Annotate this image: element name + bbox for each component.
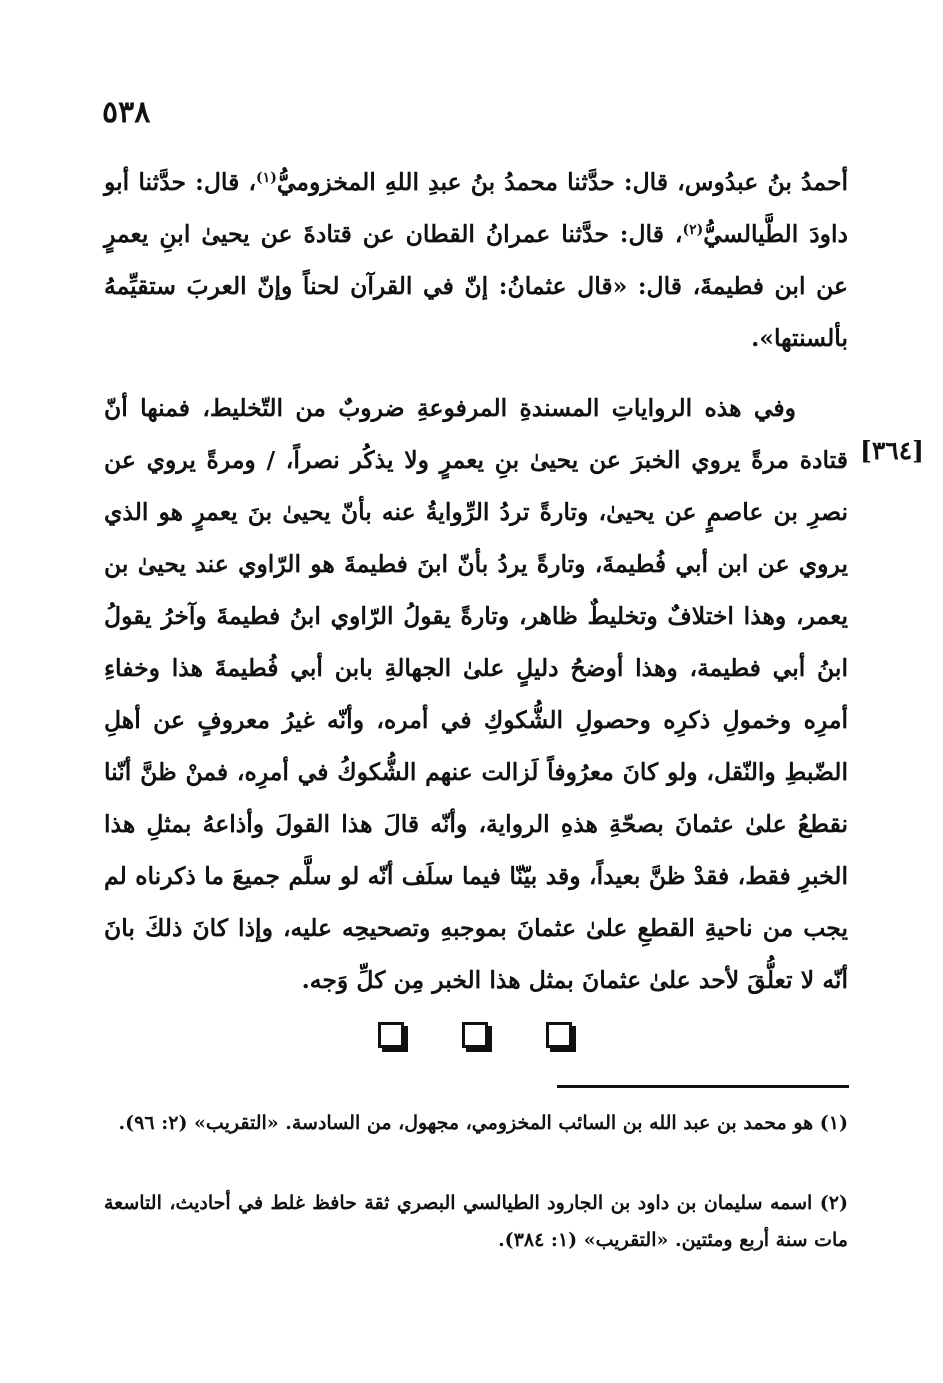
paragraph-1-text-c: ، قال: حدَّثنا عمرانُ القطان عن قتادةَ عن يحيىٰ ابنِ يعمرٍ عن ابن فطيمةَ، قال: «قال عثمانُ: إنّ في القرآن لحناً وإنّ العربَ ستقيِّمهُ بألسنتها».	[104, 220, 848, 352]
margin-page-reference: [٣٦٤]	[860, 436, 924, 465]
paragraph-1	[104, 156, 848, 364]
paragraph-1-text-b: ، قال: حدَّثنا أبو داودَ الطَّيالسيُّ	[104, 168, 848, 248]
square-ornament-icon	[378, 1022, 404, 1048]
square-ornament-icon	[462, 1022, 488, 1048]
paragraph-2: وفي هذه الرواياتِ المسندةِ المرفوعةِ ضروبٌ من التّخليط، فمنها أنّ قتادة مرةً يروي الخبرَ عن يحيىٰ بنِ يعمرٍ ولا يذكُر نصراً، / ومرةً يروي عن نصرِ بن عاصمٍ عن يحيىٰ، وتارةً تردُ الرِّوايةُ عنه بأنّ يحيىٰ بنَ يعمرٍ هو الذي يروي عن ابن أبي فُطيمةَ، وتارةً يردُ بأنّ ابنَ فطيمةَ هو الرّاوي عند يحيىٰ بن يعمر، وهذا اختلافٌ وتخليطٌ ظاهر، وتارةً يقولُ الرّاوي ابنُ فطيمةَ وآخرُ يقولُ ابنُ أبي فطيمة، وهذا أوضحُ دليلٍ علىٰ الجهالةِ بابن أبي فُطيمةَ هذا وخفاءِ أمرِه وخمولِ ذكرِه وحصولِ الشُّكوكِ في أمره، وأنّه غيرُ معروفٍ عن أهلِ الضّبطِ والنّقل، ولو كانَ معرُوفاً لَزالت عنهم الشُّكوكُ في أمرِه، فمنْ ظنَّ أنّنا نقطعُ علىٰ عثمانَ بصحّةِ هذهِ الرواية، وأنّه قالَ هذا القولَ وأذاعهُ بمثلِ هذا الخبرِ فقط، فقدْ ظنَّ بعيداً، وقد بيّنّا فيما سلَف أنّه لو سلَّم جميعَ ما ذكرناه لم يجب من ناحيةِ القطعِ علىٰ عثمانَ بموجبهِ وتصحيحِه عليه، وإذا كانَ ذلكَ بانَ أنّه لا تعلُّقَ لأحد علىٰ عثمانَ بمثل هذا الخبر مِن كلِّ وَجه.	[104, 394, 848, 994]
footnote-ref-2[interactable]: (٢)	[682, 222, 704, 238]
footnote-2: (٢) اسمه سليمان بن داود بن الجارود الطيالسي البصري ثقة حافظ غلط في أحاديث، التاسعة مات سنة أربع ومئتين. «التقريب» (١: ٣٨٤).	[104, 1192, 848, 1251]
page-number: ٥٣٨	[102, 95, 151, 130]
square-ornament-icon	[546, 1022, 572, 1048]
paragraph-1-text-a: أحمدُ بنُ عبدُوس، قال: حدَّثنا محمدُ بنُ عبدِ اللهِ المخزوميُّ	[276, 168, 848, 196]
footnote-separator	[557, 1085, 849, 1088]
footnote-1: (١) هو محمد بن عبد الله بن السائب المخزومي، مجهول، من السادسة. «التقريب» (٢: ٩٦).	[118, 1112, 848, 1134]
section-divider-ornament	[378, 1022, 572, 1056]
footnote-ref-1[interactable]: (١)	[256, 170, 277, 186]
